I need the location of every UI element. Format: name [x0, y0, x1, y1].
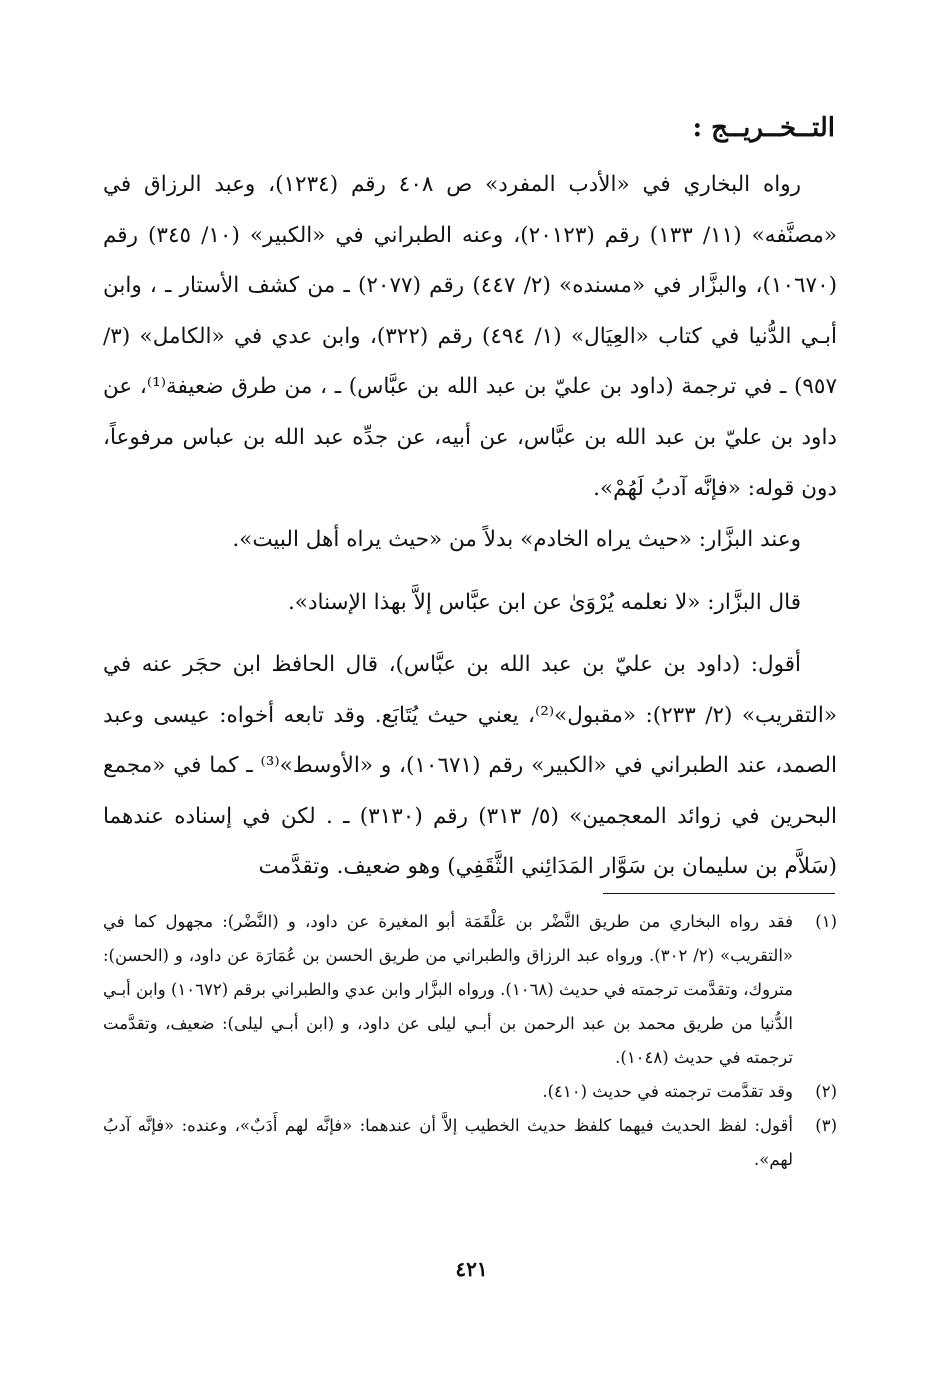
takhrij-paragraph	[103, 160, 837, 514]
footnote-text: وقد تقدَّمت ترجمته في حديث (٤١٠).	[542, 1082, 793, 1101]
paragraph-text: رواه البخاري في «الأدب المفرد» ص ٤٠٨ رقم (١٢٣٤)، وعبد الرزاق في «مصنَّفه» (١١/ ١٣٣) رقم (٢٠١٢٣)، وعنه الطبراني في «الكبير» (١٠/ ٣٤٥) رقم (١٠٦٧٠)، والبزَّار في «مسنده» (٢/ ٤٤٧) رقم (٢٠٧٧) ـ من كشف الأستار ـ ، وابن أبـي الدُّنيا في كتاب «العِيَال» (١/ ٤٩٤) رقم (٣٢٢)، وابن عدي في «الكامل» (٣/ ٩٥٧) ـ في ترجمة (داود بن عليّ بن عبد الله بن عبَّاس) ـ ، من طرق ضعيفة⁽¹⁾، عن داود بن عليّ بن عبد الله بن عبَّاس، عن أبيه، عن جدِّه عبد الله بن عباس مرفوعاً، دون قوله: «فإنَّه آدبُ لَهُمْ».	[103, 172, 838, 501]
footnote-3	[103, 1109, 837, 1177]
footnote-2	[103, 1075, 837, 1109]
footnotes-section	[103, 905, 837, 1177]
paragraph-text: أقول: (داود بن عليّ بن عبد الله بن عبَّاس)، قال الحافظ ابن حجَر عنه في «التقريب» (٢/ ٢٣٣): «مقبول»⁽²⁾، يعني حيث يُتَابَع. وقد تابعه أخواه: عيسى وعبد الصمد، عند الطبراني في «الكبير» رقم (١٠٦٧١)، و «الأوسط»⁽³⁾ ـ كما في «مجمع البحرين في زوائد المعجمين» (٥/ ٣١٣) رقم (٣١٣٠) ـ . لكن في إسناده عندهما (سَلاَّم بن سليمان بن سَوَّار المَدَائِني الثَّقَفِي) وهو ضعيف. وتقدَّمت	[103, 652, 838, 880]
footnote-number: (٣)	[815, 1116, 837, 1135]
footnote-number: (٢)	[815, 1082, 837, 1101]
footnote-text: أقول: لفظ الحديث فيهما كلفظ حديث الخطيب إلاَّ أن عندهما: «فإنَّه لهم أَدَبٌ»، وعنده: «فإنَّه آدبُ لهم».	[103, 1116, 793, 1169]
page-number: ٤٢١	[455, 1257, 488, 1281]
bazzar-quote-line: قال البزَّار: «لا نعلمه يُرْوَىٰ عن ابن عبَّاس إلاَّ بهذا الإسناد».	[287, 590, 801, 615]
footnote-number: (١)	[815, 912, 837, 931]
footnote-1	[103, 905, 837, 1075]
footnote-divider	[603, 893, 835, 894]
bazzar-variant-line: وعند البزَّار: «حيث يراه الخادم» بدلاً من «حيث يراه أهل البيت».	[232, 527, 801, 552]
commentary-paragraph	[103, 640, 837, 893]
footnote-text: فقد رواه البخاري من طريق النَّضْر بن عَلْقَمَة أبو المغيرة عن داود، و (النَّضْر): مجهول كما في «التقريب» (٢/ ٣٠٢). ورواه عبد الرزاق والطبراني من طريق الحسن بن عُمَارَة عن داود، و (الحسن): متروك، وتقدَّمت ترجمته في حديث (١٠٦٨). ورواه البزَّار وابن عدي والطبراني برقم (١٠٦٧٢) وابن أبـي الدُّنيا من طريق محمد بن عبد الرحمن بن أبـي ليلى عن داود، و (ابن أبـي ليلى): ضعيف، وتقدَّمت ترجمته في حديث (١٠٤٨).	[103, 912, 793, 1067]
section-heading: التــخــريــج :	[692, 113, 835, 143]
